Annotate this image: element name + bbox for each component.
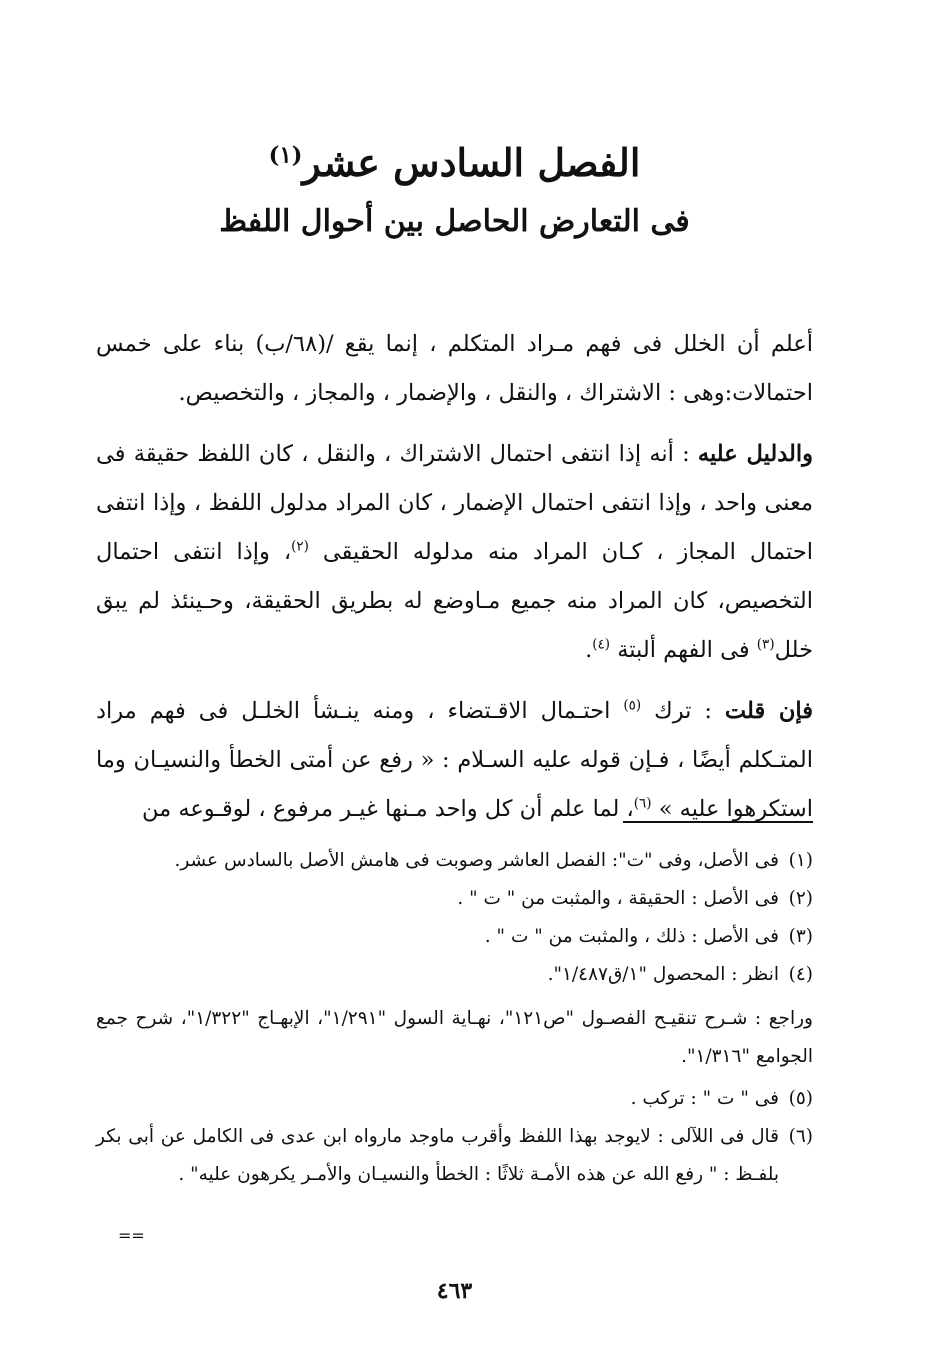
footnote-text: قال فى اللآلى : لايوجد بهذا اللفظ وأقرب ماوجد مارواه ابن عدى فى الكامل عن أبى بكر بلفـظ : " رفع الله عن هذه الأمـة ثلاثًا : الخطأ والنسيـان والأمـر يكرهون عليه" . xyxy=(96,1126,779,1185)
page-number: ٤٦٣ xyxy=(436,1278,473,1304)
paragraph-1: أعلم أن الخلل فى فهم مـراد المتكلم ، إنما يقع /(٦٨/ب) بناء على خمس احتمالات:وهى : الاشتراك ، والنقل ، والإضمار ، والمجاز ، والتخصيص. xyxy=(96,331,813,406)
footnote-4-continuation: وراجع : شـرح تنقيـح الفصـول "ص١٢١"، نهـاية السول "١/٢٩١"، الإبهـاج "١/٣٢٢"، شرح جمع الجوامع "١/٣١٦". xyxy=(96,1008,813,1067)
footnote-item xyxy=(96,1080,813,1118)
footnote-number: (٥) xyxy=(788,1088,813,1109)
paragraph-3-lead: فإن قلت xyxy=(724,698,814,724)
footnote-ref-3: (٣) xyxy=(756,636,775,653)
footnote-text: فى الأصل : الحقيقة ، والمثبت من " ت " . xyxy=(457,888,779,909)
paragraph-3-text-a: : ترك xyxy=(654,698,712,724)
footnote-item xyxy=(96,918,813,956)
footnote-ref-5: (٥) xyxy=(623,697,642,714)
chapter-title-text: الفصل السادس عشر xyxy=(302,140,641,185)
footnote-text: فى الأصل، وفى "ت": الفصل العاشر وصوبت فى هامش الأصل بالسادس عشر. xyxy=(174,850,779,871)
paragraph-2-text-b: ، وإذا انتفى احتمال التخصيص، كان المراد منه جميع مـاوضع له بطريق الحقيقة، وحـينئذ لم يبق خلل xyxy=(96,539,813,663)
document-page xyxy=(96,0,813,1353)
footnote-ref-4: (٤) xyxy=(592,636,611,653)
paragraph-3-text-c: ، لما علم أن كل واحد مـنها غيـر مرفوع ، لوقـوعه من xyxy=(141,796,634,822)
footnote-number: (٤) xyxy=(788,964,813,985)
footnote-number: (٦) xyxy=(788,1126,813,1147)
paragraph-3-text-b: احتـمال الاقـتضاء ، ومنه ينـشأ الخلـل فى فهم مراد المتـكلم أيضًا ، فـإن قوله عليه السـلام : « رفع عن أمتى الخطأ والنسيـان وما استكرهوا عليه » xyxy=(96,698,813,822)
footnote-number: (٢) xyxy=(788,888,813,909)
paragraph-2-end: . xyxy=(585,637,593,663)
paragraph-3 xyxy=(96,687,813,834)
footnote-ref-2: (٢) xyxy=(291,538,309,555)
paragraph-2 xyxy=(96,430,813,675)
footnote-text: فى الأصل : ذلك ، والمثبت من " ت " . xyxy=(484,926,779,947)
main-text xyxy=(96,320,813,846)
footnote-text: انظر : المحصول "١/ق١/٤٨٧". xyxy=(547,964,779,985)
footnotes xyxy=(96,842,813,1194)
footnote-ref-6: (٦) xyxy=(633,795,652,812)
paragraph-2-lead: والدليل عليه xyxy=(697,441,813,467)
footnote-text: فى " ت " : تركب . xyxy=(630,1088,779,1109)
footnote-item xyxy=(96,1118,813,1194)
paragraph-2-text-a: : أنه إذا انتفى احتمال الاشتراك ، والنقل ، كان اللفظ حقيقة فى معنى واحد ، وإذا انتفى احتمال الإضمار ، كان المراد مدلول اللفظ ، وإذا انتفى احتمال المجاز ، كـان المراد منه مدلوله الحقيقى xyxy=(96,441,813,565)
footnote-ref-1: (١) xyxy=(268,142,303,169)
footnote-item xyxy=(96,842,813,880)
chapter-title xyxy=(96,138,813,188)
chapter-subtitle: فى التعارض الحاصل بين أحوال اللفظ xyxy=(219,204,690,239)
paragraph-2-text-c: فى الفهم ألبتة xyxy=(617,637,750,663)
footnote-item xyxy=(96,956,813,994)
footnote-number: (١) xyxy=(788,850,813,871)
continuation-mark: == xyxy=(118,1226,145,1245)
footnote-number: (٣) xyxy=(788,926,813,947)
footnote-separator xyxy=(623,821,813,823)
footnote-item xyxy=(96,880,813,918)
